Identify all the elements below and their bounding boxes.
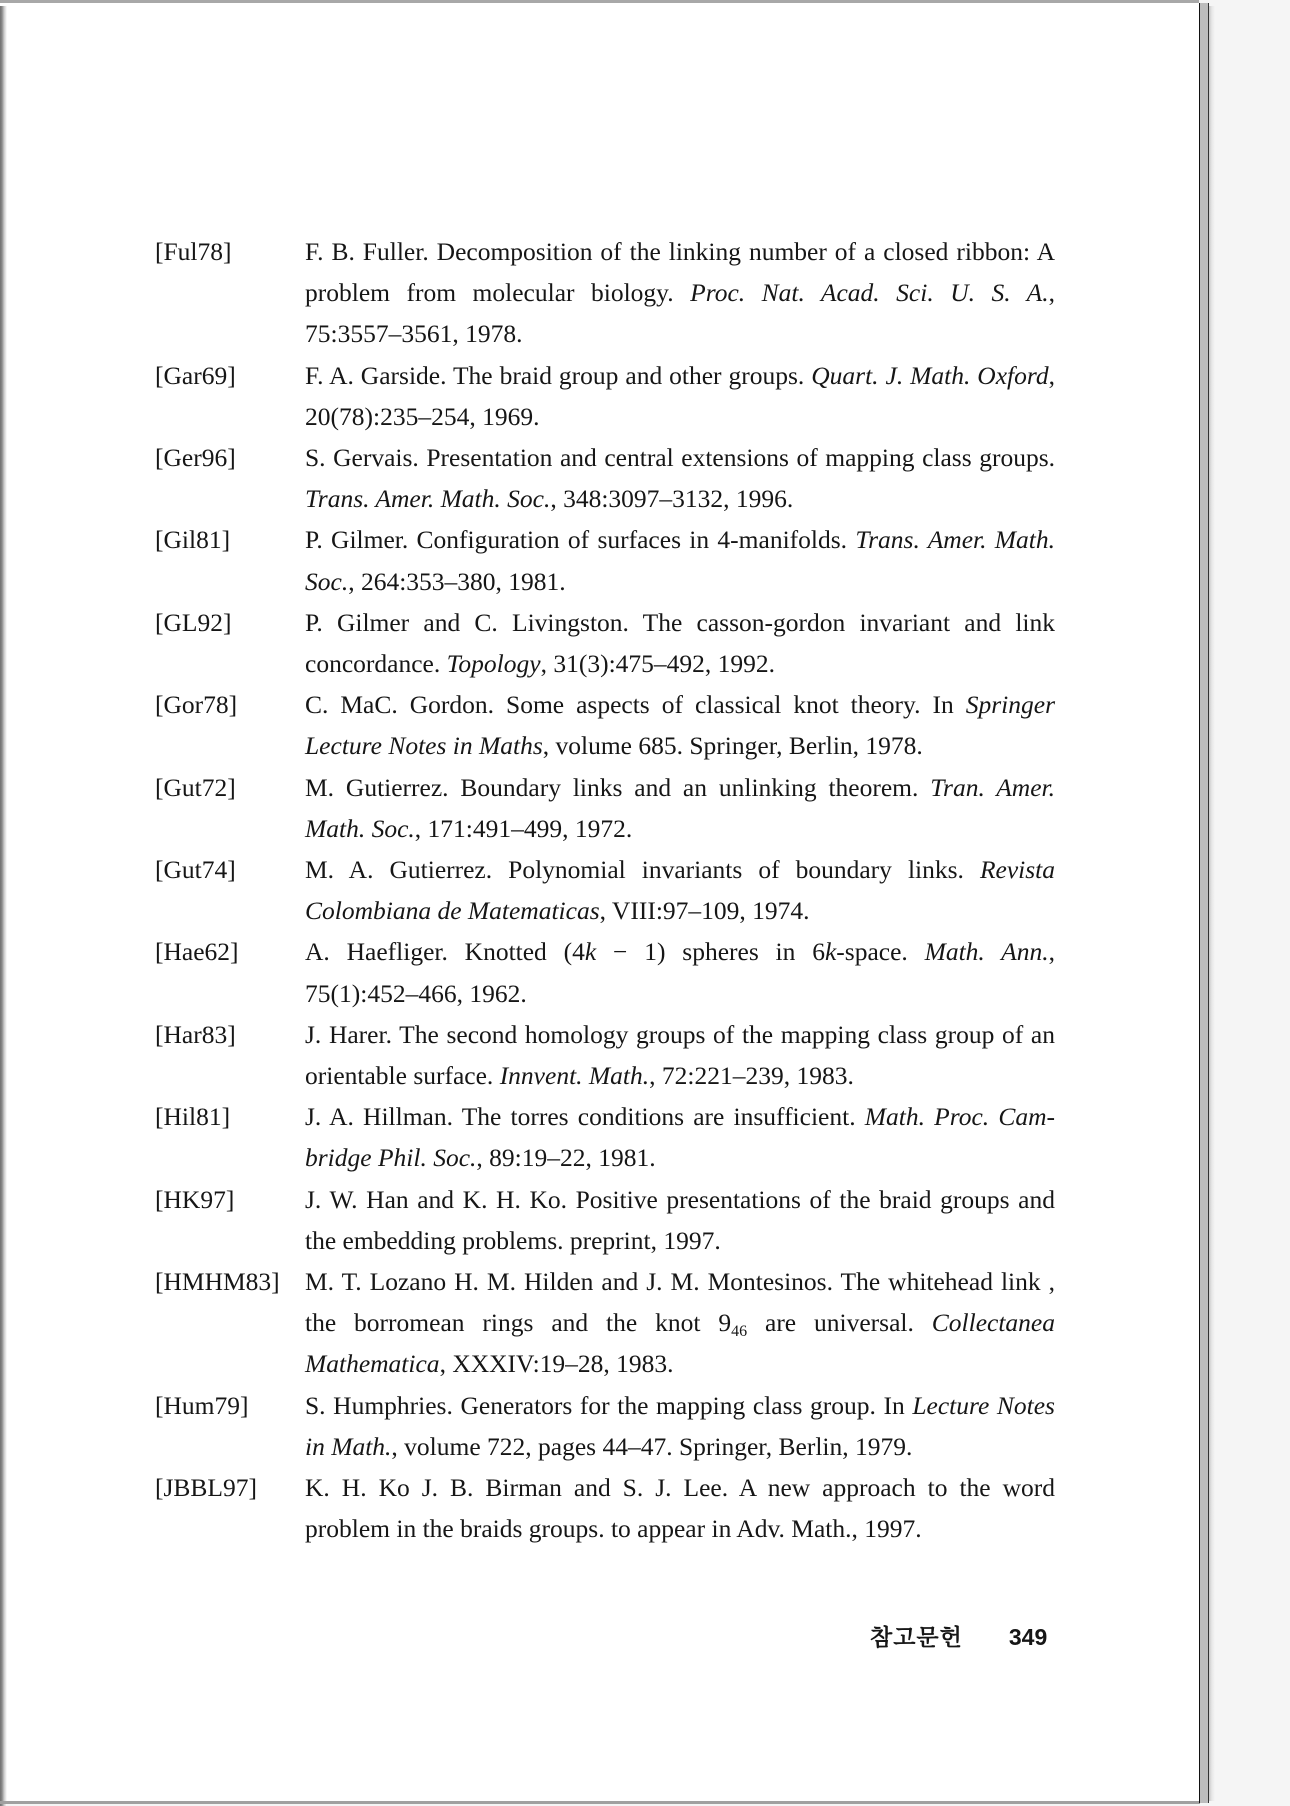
- reference-text: P. Gilmer and C. Livingston. The casson-gordon invariant and link concordance. Topology, 31(3):475–492, 1992.: [305, 607, 1055, 679]
- page-shadow: [1209, 6, 1215, 1801]
- reference-text: K. H. Ko J. B. Birman and S. J. Lee. A new approach to the word problem in the braids groups. to appear in Adv. Math., 1997.: [305, 1473, 1055, 1544]
- reference-key: [Gut72]: [155, 772, 236, 802]
- reference-text: P. Gilmer. Configuration of surfaces in 4-manifolds. Trans. Amer. Math. Soc., 264:353–380, 1981.: [305, 525, 1055, 596]
- reference-key: [Hae62]: [155, 937, 239, 967]
- page-footer: [870, 1619, 1047, 1652]
- reference-key: [Har83]: [155, 1019, 236, 1049]
- reference-text: C. MaC. Gordon. Some aspects of classical knot theory. In Springer Lecture Notes in Maths, volume 685. Springer, Berlin, 1978.: [305, 690, 1055, 761]
- page-number: 349: [1008, 1624, 1048, 1650]
- reference-text: F. A. Garside. The braid group and other groups. Quart. J. Math. Oxford, 20(78):235–254, 1969.: [305, 360, 1055, 431]
- reference-text: J. Harer. The second homology groups of the mapping class group of an orientable surface. Innvent. Math., 72:221–239, 1983.: [305, 1019, 1055, 1091]
- page-spine-edge: [1199, 3, 1209, 1803]
- reference-entry: [155, 684, 1055, 766]
- reference-text: M. Gutierrez. Boundary links and an unlinking theorem. Tran. Amer. Math. Soc., 171:491–499, 1972.: [305, 772, 1055, 843]
- reference-text: M. T. Lozano H. M. Hilden and J. M. Montesinos. The whitehead link , the borromean rings and the knot $9_{46}$ are universal. Collectanea Mathematica, XXXIV:19–28, 1983.: [305, 1267, 1055, 1379]
- reference-key: [GL92]: [155, 607, 232, 637]
- reference-entry: [155, 1014, 1055, 1096]
- reference-text: S. Gervais. Presentation and central extensions of mapping class groups. Trans. Amer. Math. Soc., 348:3097–3132, 1996.: [305, 443, 1055, 514]
- reference-entry: [155, 849, 1055, 931]
- reference-key: [Hil81]: [155, 1102, 231, 1132]
- reference-entry: [155, 1096, 1055, 1178]
- reference-key: [HK97]: [155, 1184, 235, 1214]
- reference-entry: [155, 1467, 1055, 1549]
- reference-key: [JBBL97]: [155, 1473, 257, 1503]
- running-footer-title: 참고문헌: [870, 1625, 963, 1651]
- reference-text: J. A. Hillman. The torres conditions are insufficient. Math. Proc. Cambridge Phil. Soc., 89:19–22, 1981.: [305, 1102, 1056, 1173]
- reference-entry: [155, 602, 1055, 684]
- page-left-edge: [0, 6, 7, 1806]
- reference-key: [Gor78]: [155, 690, 238, 720]
- reference-entry: [155, 1261, 1055, 1385]
- reference-entry: [155, 1179, 1055, 1261]
- reference-entry: [155, 437, 1055, 519]
- reference-text: A. Haefliger. Knotted (4k − 1) spheres in 6k-space. Math. Ann., 75(1):452–466, 1962.: [305, 937, 1055, 1008]
- reference-list: [155, 231, 1055, 1550]
- reference-key: [Gar69]: [155, 360, 236, 390]
- reference-key: [Gil81]: [155, 525, 231, 555]
- reference-key: [Ful78]: [155, 237, 232, 266]
- reference-entry: [155, 355, 1055, 437]
- reference-text: F. B. Fuller. Decomposition of the linking number of a closed ribbon: A problem from molecular biology. Proc. Nat. Acad. Sci. U. S. A., 75:3557–3561, 1978.: [305, 237, 1055, 349]
- reference-entry: [155, 231, 1055, 355]
- reference-key: [Gut74]: [155, 855, 236, 885]
- reference-text: S. Humphries. Generators for the mapping class group. In Lecture Notes in Math., volume 722, pages 44–47. Springer, Berlin, 1979.: [305, 1390, 1055, 1461]
- reference-entry: [155, 1385, 1055, 1467]
- reference-text: J. W. Han and K. H. Ko. Positive presentations of the braid groups and the embedding problems. preprint, 1997.: [305, 1184, 1055, 1255]
- reference-key: [Hum79]: [155, 1390, 249, 1420]
- reference-entry: [155, 931, 1055, 1013]
- reference-key: [HMHM83]: [155, 1267, 280, 1297]
- reference-entry: [155, 767, 1055, 849]
- reference-text: M. A. Gutierrez. Polynomial invariants of boundary links. Revista Colombiana de Matematicas, VIII:97–109, 1974.: [305, 855, 1055, 926]
- reference-key: [Ger96]: [155, 443, 236, 473]
- reference-entry: [155, 519, 1055, 601]
- page-bottom-edge: [0, 1801, 1200, 1804]
